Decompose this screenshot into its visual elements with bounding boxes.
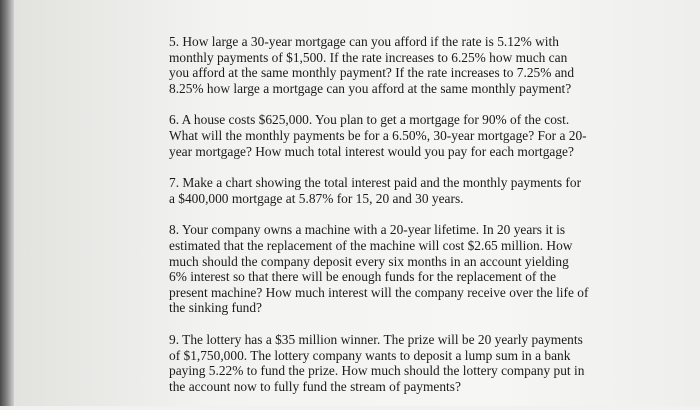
page-edge-shadow [0,0,14,406]
question-5: 5. How large a 30-year mortgage can you afford if the rate is 5.12% with monthly payments of $1,500. If the rate increases to 6.25% how much can you afford at the same monthly payment? If the rate increases to 7.25% and 8.25% how large a mortgage can you afford at the same monthly payment? [169,34,575,96]
question-6: 6. A house costs $625,000. You plan to get a mortgage for 90% of the cost. What will the monthly payments be for a 6.50%, 30-year mortgage? For a 20-year mortgage? How much total interest would you pay for each mortgage? [169,112,587,159]
question-9: 9. The lottery has a $35 million winner. The prize will be 20 yearly payments of $1,750,000. The lottery company wants to deposit a lump sum in a bank paying 5.22% to fund the prize. How much should the lottery company put in the account now to fully fund the stream of payments? [169,331,585,394]
question-list [169,34,589,410]
question-7: 7. Make a chart showing the total interest paid and the monthly payments for a $400,000 mortgage at 5.87% for 15, 20 and 30 years. [169,175,582,206]
question-8: 8. Your company owns a machine with a 20-year lifetime. In 20 years it is estimated that the replacement of the machine will cost $2.65 million. How much should the company deposit every six months in an account yielding 6% interest so that there will be enough funds for the replacement of the present machine? How much interest will the company receive over the life of the sinking fund? [169,222,589,316]
